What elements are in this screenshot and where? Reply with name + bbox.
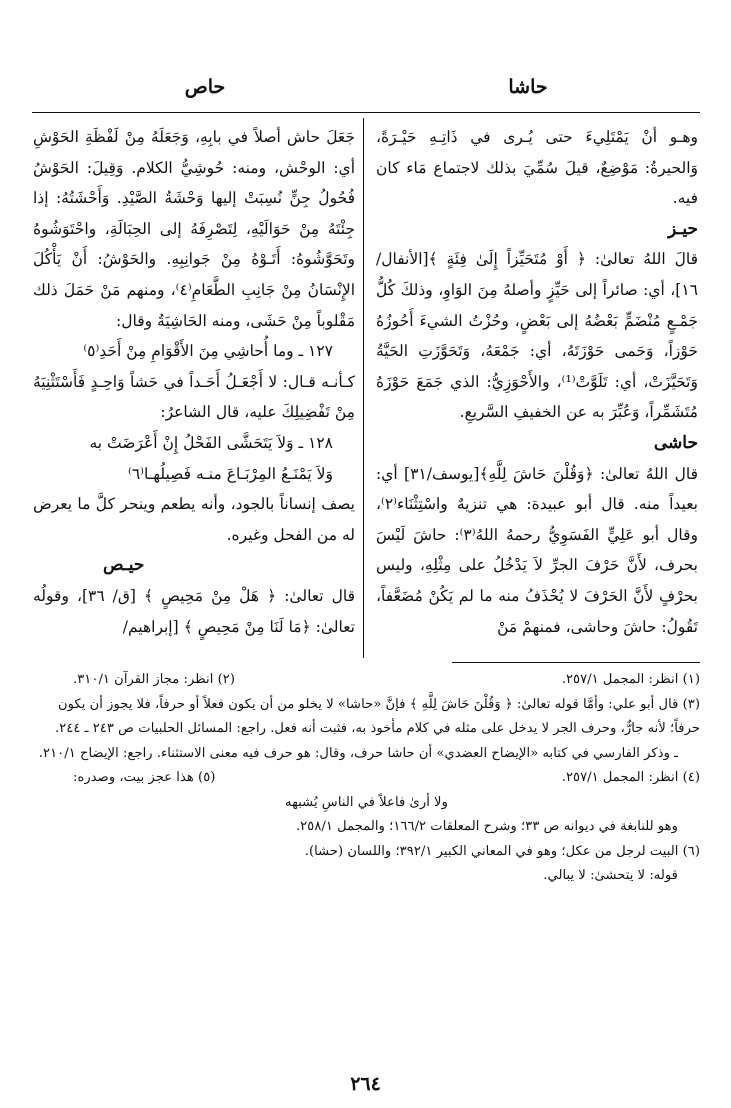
footnote-rule (452, 662, 700, 663)
paragraph: كـأنـه قـال: لا أَجْعَـلُ أَحَـداً في حَشاً وَاحِـدٍ فَأَسْتَثْنِيَهُ مِنْ تَفْضِيلِكَ عليه، قال الشاعرُ: (33, 372, 355, 422)
paragraph: وهـو أنْ يَمْتَلِيءَ حتى يُـرى في ذَاتِـهِ حَيْـرَةً، وَالحيرةُ: مَوْضِعٌ، قيلَ سُمِّيَ بذلك لاجتماع مَاء كان فيه. (376, 128, 698, 208)
footnote-2: (٢) انظر: مجاز القرآن ٣١٠/١. (73, 672, 235, 687)
left-column (33, 122, 355, 642)
running-head-left: حاص (184, 76, 226, 98)
footnotes (33, 668, 700, 889)
footnote-6-gloss: قوله: لا يتحشىٰ: لا يبالي. (543, 868, 678, 883)
footnote-6: (٦) البيت لرجل من عكل؛ وهو في المعاني الكبير ٣٩٢/١؛ واللسان (حشا). (304, 843, 700, 859)
section-heading: حيـص (103, 555, 145, 576)
header-rule (32, 112, 700, 113)
page-number: ٢٦٤ (350, 1073, 381, 1095)
footnote-row (33, 766, 700, 791)
right-column (376, 122, 698, 642)
verse-128-first-half: ١٢٨ ـ وَلاَ يَتَحَشَّى الفَحْلُ إِنْ أَعْرَضَتْ به (89, 433, 333, 452)
footnote-row (33, 668, 700, 693)
footnote-5: (٥) هذا عجز بيت، وصدره: (73, 770, 216, 785)
footnote-4: (٤) انظر: المجمل ٢٥٧/١. (561, 770, 700, 785)
paragraph: يصف إنساناً بالجود، وأنه يطعم وينحر كلَّ ما يعرض له من الفحل وغيره. (33, 495, 355, 544)
footnote-3: (٣) قال أبو علي: وأمَّا قوله تعالىٰ: ﴿ وَقُلْنَ حَاشَ لِلَّهِ ﴾ فإنَّ «حاشا» لا يخلو من أن يكون فعلاً أو حرفاً، فلا يجوز أن يكون حرفاً؛ لأنه جارٌّ، وحرف الجر لا يدخل على مثله في كلام مأخوذ به، فثبت أنه فعل. راجع: المسائل الحلبيات ص ٢٤٣ ـ ٢٤٤. (55, 696, 700, 736)
section-heading: حيـز (668, 218, 698, 239)
paragraph: قال تعالىٰ: ﴿ هَلْ مِنْ مَحِيصٍ ﴾ [ق/ ٣٦]، وقولُه تعالىٰ: ﴿مَا لَنَا مِنْ مَحِيصٍ ﴾ [إبراهيم/ (33, 586, 355, 636)
footnote-5-verse: ولا أرىٰ فاعلاً في الناسِ يُشبهه (285, 794, 448, 810)
paragraph: جَعَلَ حاش أصلاً في بابِهِ، وَجَعَلَهُ مِنْ لَفْظَةِ الحَوْشِ أي: الوحْش، ومنه: حُوشِيُّ الكلام. وَقِيلَ: الحَوْشُ فُحُولُ جِنٍّ نُسِبَتْ إليها وَحْشَةُ الصَّيْدِ. وَأَحْشَتُهُ: إذا جِئْتَهُ مِنْ حَوَالَيْهِ، لِتَصْرِفَهُ إلى الحِبَالَةِ، واحْتَوَشُوهُ وتَحَوَّشُوهُ: أَتَـوْهُ مِنْ جَوانِبِهِ. والحَوْشُ: أَنْ يَأْكُلَ الإِنْسَانُ مِنْ جَانِبِ الطَّعَامِ⁽٤⁾، ومنهم مَنْ حَمَلَ ذلك مَقْلوباً مِنْ حَشَى، ومنه الحَاشِيَةُ وقال: (33, 128, 355, 330)
paragraph: قالَ اللهُ تعالىٰ: ﴿ أَوْ مُتَحَيِّزاً إِلَىٰ فِئَةٍ ﴾[الأنفال/ ١٦]، أي: صائراً إلى حَيِّزٍ وأصلهُ مِنَ الوَاوِ، وذلكَ كُلُّ جَمْـعٍ مُنْضَمٍّ بَعْضُهُ إلى بَعْضٍ، وحُزْتُ الشيءَ أَحُوزُهُ حَوْزاً، وَحَمى حَوْزَتَهُ، أي: جَمْعَهُ، وَتَحَوَّزَتِ الحَيَّةُ وَتَحَيَّزَتْ، أي: تَلَوَّتْ⁽¹⁾، والأَحْوَزِيُّ: الذي جَمَعَ حَوْزَهُ مُتَشَمِّراً، وَعُبِّرَ به عن الخفيفِ السَّريعِ. (376, 250, 698, 422)
running-head-right: حاشا (508, 76, 548, 98)
verse-128-second-half: وَلاَ يَمْنَـعُ المِرْبَـاعَ منـه فَصِيلُهـا⁽٦⁾ (128, 464, 333, 483)
column-divider (363, 118, 364, 658)
footnote-1: (١) انظر: المجمل ٢٥٧/١. (561, 672, 700, 687)
paragraph: قال اللهُ تعالىٰ: ﴿وَقُلْنَ حَاشَ لِلَّهِ﴾[يوسف/٣١] أي: بعيداً منه. قال أبو عبيدة: هي تنزيهٌ واسْتِثْنَاء⁽٢⁾، وقال أبو عَلِيٍّ الفَسَوِيُّ رحمهُ اللهُ⁽٣⁾: حاشَ لَيْسَ بحرف، لأَنَّ حَرْفَ الجرِّ لاَ يَدْخُلُ على مِثْلِهِ، وليس بحرْفٍ لأَنَّ الحَرْفَ لا يُحْذَفُ منه ما لم يَكُنْ مُضَعَّفاً، تَقُولُ: حاشَ وحاشى، فمنهمْ مَنْ (376, 464, 698, 636)
footnote-3-note: ـ وذكر الفارسي في كتابه «الإيضاح العضدي» أن حاشا حرف، وقال: هو حرف فيه معنى الاستثناء. راجع: الإيضاح ٢١٠/١. (38, 745, 678, 761)
verse-127: ١٢٧ ـ وما أُحاشِي مِنَ الأَقْوَامِ مِنْ أَحَدِ⁽٥⁾ (83, 342, 333, 361)
footnote-5-source: وهو للنابغة في ديوانه ص ٣٣؛ وشرح المعلقات ١٦٦/٢؛ والمجمل ٢٥٨/١. (295, 819, 678, 834)
section-heading: حاشى (653, 432, 698, 453)
